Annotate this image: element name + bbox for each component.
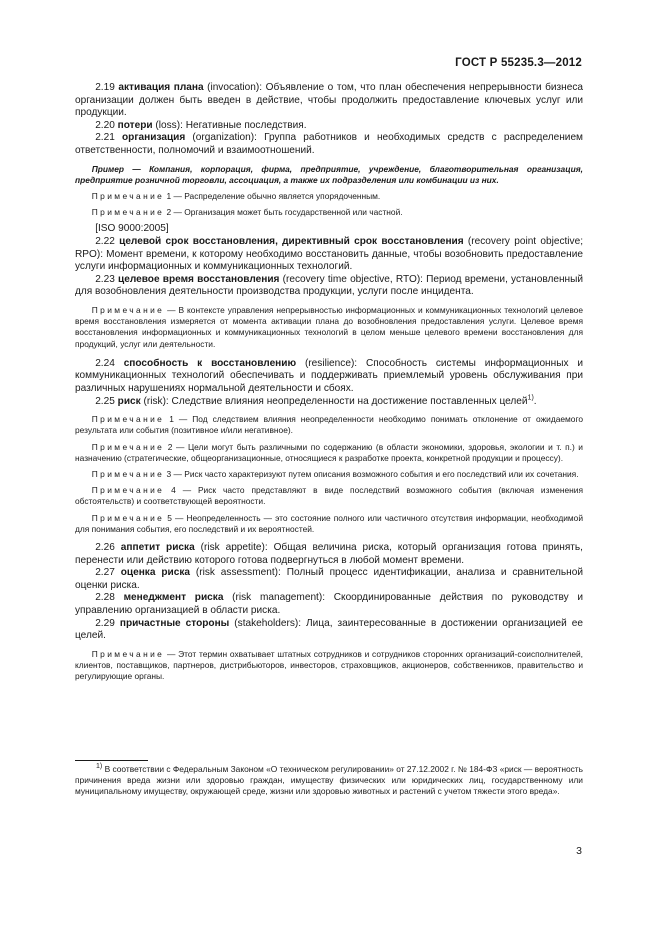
note-label: Примечание xyxy=(91,512,165,523)
entry-2-23-note: Примечание — В контексте управления непрерывностью информационных и коммуникационных технологий целевое время восстановления измеряется от момента активации плана до возобновления предоставления услуги. Целевое время восстановления информационных и коммуникационных технологий в целом меньше целевого времени восстановления для продукций, услуг или деятельности. xyxy=(75,304,583,349)
entry-2-25: 2.25 риск (risk): Следствие влияния неопределенности на достижение поставленных целей$^{1)}$. xyxy=(95,394,537,407)
footnote-text: В соответствии с Федеральным Законом «О техническом регулировании» от 27.12.2002 г. № 184-ФЗ «риск — вероятность причинения вреда жизни или здоровью граждан, имуществу физических или юридических лиц, государственному или муниципальному имуществу, окружающей среде, жизни или здоровью животных и растений с учетом тяжести этого вреда». xyxy=(75,764,583,797)
entry-term: организация xyxy=(122,132,186,144)
entry-term: риск xyxy=(117,395,141,407)
note-label: Примечание xyxy=(91,304,165,315)
entry-number: 2.23 xyxy=(95,273,115,285)
footnote-mark: 1) xyxy=(96,763,103,771)
footnote xyxy=(75,764,583,798)
footnote-separator xyxy=(75,760,148,761)
entry-2-25-note-4: Примечание 4 — Риск часто представляют в виде последствий возможного события (включая изменения обстоятельств) и соответствующей вероятности. xyxy=(75,485,583,507)
entry-definition: (organization): Группа работников и необходимых средств с распределением ответственности, полномочий и взаимоотношений. xyxy=(75,132,583,156)
entry-2-20 xyxy=(75,120,583,133)
note-label: Примечание xyxy=(91,441,165,452)
entry-2-26 xyxy=(75,542,583,567)
entry-number: 2.20 xyxy=(95,119,115,131)
entry-definition: (stakeholders): Лица, заинтересованные в достижении организацией ее целей. xyxy=(75,617,583,642)
entry-2-21-note-1: Примечание 1 — Распределение обычно является упорядоченным. xyxy=(91,190,381,201)
entry-2-21-note-2: Примечание 2 — Организация может быть государственной или частной. xyxy=(91,207,403,218)
entry-definition: (recovery point objective; RPO): Момент времени, к которому необходимо восстановить данные, чтобы возобновить предоставление услуги информационных и коммуникационных технологий. xyxy=(75,235,584,273)
entry-2-27 xyxy=(75,567,583,592)
entry-term: потери xyxy=(117,119,153,131)
entry-definition: (risk appetite): Общая величина риска, который организация готова принять, перенести или действию которого готова подвергнуться в любой момент времени. xyxy=(75,541,583,566)
entry-number: 2.29 xyxy=(95,617,115,629)
entry-term: аппетит риска xyxy=(120,541,195,553)
entry-2-29-note: Примечание — Этот термин охватывает штатных сотрудников и сотрудников сторонних организаций-соисполнителей, клиентов, поставщиков, партнеров, дистрибьюторов, инвесторов, страховщиков, акционеров, собственников, правительство и регулирующие органы. xyxy=(75,648,583,682)
entry-2-29 xyxy=(75,618,583,643)
note-label: Примечание xyxy=(91,414,165,425)
document-body xyxy=(75,82,583,686)
entry-2-23 xyxy=(75,274,583,299)
entry-number: 2.25 xyxy=(95,395,115,407)
entry-number: 2.27 xyxy=(95,567,115,579)
entry-definition: (recovery time objective, RTO): Период времени, установленный для возобновления деятельности производства продукции, услуги после инцидента. xyxy=(75,273,584,298)
note-label: Примечание xyxy=(91,190,165,201)
entry-definition: (risk assessment): Полный процесс идентификации, анализа и сравнительной оценки риска. xyxy=(75,567,583,591)
note-label: Примечание xyxy=(91,648,165,659)
entry-definition: (loss): Негативные последствия. xyxy=(152,119,307,131)
entry-definition: (resilience): Способность системы информационных и коммуникационных технологий обеспечивать и поддерживать приемлемый уровень обслуживания при различных нарушениях нормальной деятельности и сбоях. xyxy=(75,357,583,394)
entry-definition: (risk management): Скоординированные действия по руководству и управлению организацией в области риска. xyxy=(75,592,583,616)
entry-2-25-note-1: Примечание 1 — Под следствием влияния неопределенности необходимо понимать отклонение от ожидаемого результата или события (позитивное и/или негативное). xyxy=(75,414,583,436)
entry-term: причастные стороны xyxy=(119,617,230,629)
entry-number: 2.22 xyxy=(95,235,115,247)
entry-definition: (invocation): Объявление о том, что план обеспечения непрерывности бизнеса организации должен быть введен в действие, чтобы продолжить предоставление ключевых услуг или продукции. xyxy=(75,82,584,119)
footnote-reference[interactable]: 1) xyxy=(527,394,534,402)
entry-2-21-example: Пример — Компания, корпорация, фирма, предприятие, учреждение, благотворительная организация, предприятие розничной торговли, ассоциация, а также их подразделения или комбинации из них. xyxy=(75,163,583,185)
entry-number: 2.24 xyxy=(95,357,115,369)
entry-number: 2.26 xyxy=(95,541,115,553)
page-number: 3 xyxy=(576,845,582,857)
entry-number: 2.21 xyxy=(95,132,115,144)
document-header: ГОСТ Р 55235.3—2012 xyxy=(455,57,582,69)
entry-number: 2.28 xyxy=(95,592,115,604)
entry-2-28 xyxy=(75,592,583,617)
note-label: Примечание xyxy=(91,207,165,218)
entry-2-21 xyxy=(75,132,583,157)
entry-2-24 xyxy=(75,358,583,396)
entry-term: менеджмент риска xyxy=(123,592,224,604)
entry-term: целевой срок восстановления, директивный срок восстановления xyxy=(119,235,464,247)
note-label: Примечание xyxy=(91,485,165,496)
entry-definition: (risk): Следствие влияния неопределенности на достижение поставленных целей xyxy=(140,395,528,407)
entry-number: 2.19 xyxy=(95,82,115,93)
note-label: Примечание xyxy=(91,468,165,479)
entry-2-25-note-3: Примечание 3 — Риск часто характеризуют путем описания возможного события и его последствий или их сочетания. xyxy=(91,468,579,479)
entry-term: способность к восстановлению xyxy=(123,357,297,369)
entry-term: активация плана xyxy=(118,82,204,93)
entry-2-25-note-5: Примечание 5 — Неопределенность — это состояние полного или частичного отсутствия информации, необходимой для понимания события, его последствий и их вероятностей. xyxy=(75,512,583,534)
entry-term: оценка риска xyxy=(120,567,190,579)
entry-2-25-note-2: Примечание 2 — Цели могут быть различными по содержанию (в области экономики, здоровья, экологии и т. п.) и назначению (стратегические, общеорганизационные, относящиеся к разработке проекта, конкретной продукции и процессу). xyxy=(75,441,583,463)
entry-2-19 xyxy=(75,82,583,120)
entry-2-21-source: [ISO 9000:2005] xyxy=(95,223,169,235)
entry-term: целевое время восстановления xyxy=(118,273,280,285)
entry-2-22 xyxy=(75,236,583,274)
